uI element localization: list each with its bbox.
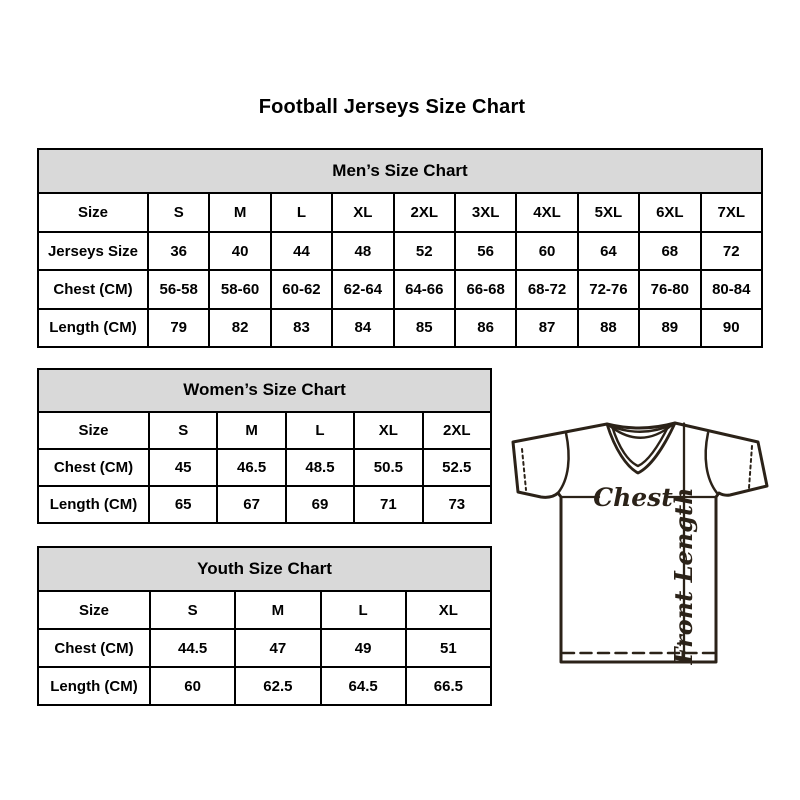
table-row: [38, 232, 762, 270]
table-row: [38, 412, 491, 449]
table-cell: M: [217, 412, 285, 449]
table-cell: 56: [455, 232, 516, 270]
table-cell: 69: [286, 486, 354, 523]
table-cell: S: [150, 591, 235, 629]
table-cell: 46.5: [217, 449, 285, 486]
table-cell: 66.5: [406, 667, 491, 705]
row-label: Chest (CM): [38, 270, 148, 308]
table-cell: S: [148, 193, 209, 231]
row-label: Jerseys Size: [38, 232, 148, 270]
table-cell: 68-72: [516, 270, 577, 308]
youth-table-title: Youth Size Chart: [38, 547, 491, 591]
table-row: [38, 629, 491, 667]
mens-size-table: [37, 148, 763, 348]
page-title: Football Jerseys Size Chart: [258, 96, 526, 118]
table-cell: 47: [235, 629, 320, 667]
table-cell: 45: [149, 449, 217, 486]
table-cell: 52.5: [423, 449, 491, 486]
table-cell: 36: [148, 232, 209, 270]
table-cell: 44: [271, 232, 332, 270]
table-cell: 56-58: [148, 270, 209, 308]
table-cell: 84: [332, 309, 393, 347]
table-cell: L: [271, 193, 332, 231]
womens-size-table: [37, 368, 492, 524]
table-cell: 7XL: [701, 193, 762, 231]
table-cell: 72-76: [578, 270, 639, 308]
table-cell: 64-66: [394, 270, 455, 308]
table-cell: 82: [209, 309, 270, 347]
table-cell: M: [235, 591, 320, 629]
table-row: [38, 591, 491, 629]
table-cell: 50.5: [354, 449, 422, 486]
table-cell: 52: [394, 232, 455, 270]
front-length-label: Front Length: [669, 487, 698, 665]
table-cell: 58-60: [209, 270, 270, 308]
table-cell: 73: [423, 486, 491, 523]
table-cell: 5XL: [578, 193, 639, 231]
table-row: [38, 486, 491, 523]
table-row: [38, 309, 762, 347]
jersey-outline: [513, 423, 767, 662]
table-cell: 71: [354, 486, 422, 523]
table-cell: 62-64: [332, 270, 393, 308]
table-cell: 76-80: [639, 270, 700, 308]
table-cell: L: [286, 412, 354, 449]
womens-table-title: Women’s Size Chart: [38, 369, 491, 412]
table-cell: 3XL: [455, 193, 516, 231]
table-cell: 64: [578, 232, 639, 270]
table-cell: M: [209, 193, 270, 231]
table-cell: 72: [701, 232, 762, 270]
table-cell: 88: [578, 309, 639, 347]
chest-label: Chest: [593, 483, 673, 512]
table-cell: 60-62: [271, 270, 332, 308]
row-label: Size: [38, 412, 149, 449]
table-row: [38, 270, 762, 308]
row-label: Chest (CM): [38, 449, 149, 486]
row-label: Length (CM): [38, 486, 149, 523]
table-cell: 68: [639, 232, 700, 270]
table-cell: 2XL: [423, 412, 491, 449]
row-label: Size: [38, 591, 150, 629]
table-row: [38, 449, 491, 486]
youth-size-table: [37, 546, 492, 706]
row-label: Chest (CM): [38, 629, 150, 667]
table-row: [38, 667, 491, 705]
row-label: Length (CM): [38, 667, 150, 705]
table-cell: L: [321, 591, 406, 629]
table-cell: 6XL: [639, 193, 700, 231]
table-cell: 67: [217, 486, 285, 523]
table-cell: XL: [354, 412, 422, 449]
table-cell: 64.5: [321, 667, 406, 705]
table-cell: 85: [394, 309, 455, 347]
table-cell: 89: [639, 309, 700, 347]
table-cell: 49: [321, 629, 406, 667]
table-cell: XL: [332, 193, 393, 231]
table-cell: 87: [516, 309, 577, 347]
table-cell: 60: [516, 232, 577, 270]
jersey-diagram: [495, 405, 780, 700]
table-cell: S: [149, 412, 217, 449]
table-row: [38, 193, 762, 231]
table-cell: 48: [332, 232, 393, 270]
table-cell: 62.5: [235, 667, 320, 705]
table-cell: 86: [455, 309, 516, 347]
table-cell: 83: [271, 309, 332, 347]
table-cell: 65: [149, 486, 217, 523]
row-label: Size: [38, 193, 148, 231]
table-cell: 90: [701, 309, 762, 347]
table-cell: 60: [150, 667, 235, 705]
table-cell: 48.5: [286, 449, 354, 486]
mens-table-title: Men’s Size Chart: [38, 149, 762, 193]
table-cell: 80-84: [701, 270, 762, 308]
table-cell: 40: [209, 232, 270, 270]
table-cell: 2XL: [394, 193, 455, 231]
table-cell: 79: [148, 309, 209, 347]
table-cell: 51: [406, 629, 491, 667]
table-cell: 4XL: [516, 193, 577, 231]
row-label: Length (CM): [38, 309, 148, 347]
table-cell: 66-68: [455, 270, 516, 308]
table-cell: 44.5: [150, 629, 235, 667]
table-cell: XL: [406, 591, 491, 629]
